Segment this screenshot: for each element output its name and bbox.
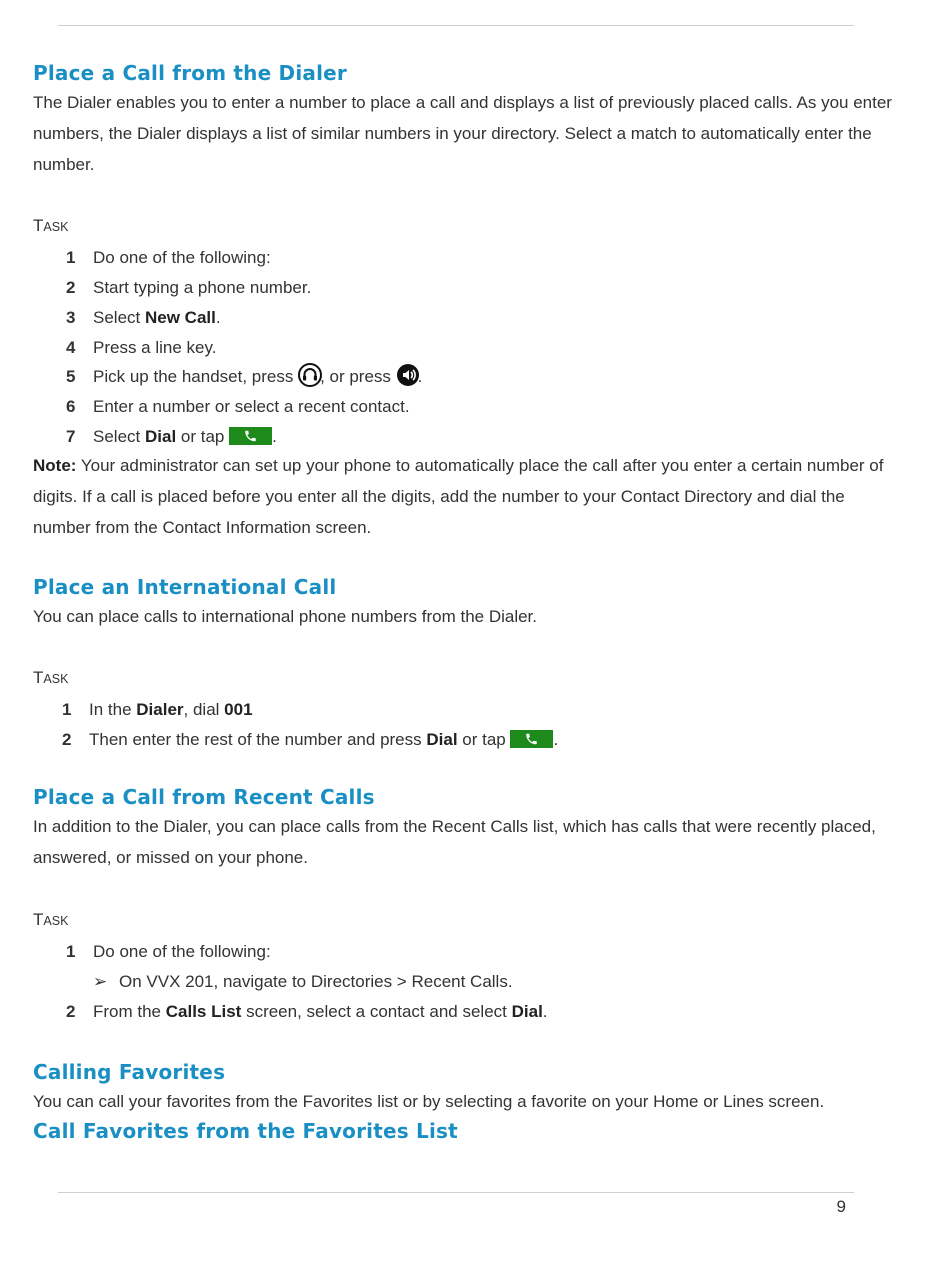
- step-item: 5 Pick up the handset, press , or press .: [66, 362, 422, 392]
- task-label: TASK: [33, 668, 69, 687]
- dialer-intro-paragraph: The Dialer enables you to enter a number to place a call and displays a list of previously placed calls. As you enter numbers, the Dialer displays a list of similar numbers in your directory. Select a match to automatically enter the number.: [33, 93, 892, 174]
- footer-rule: [58, 1192, 854, 1193]
- note-label: Note:: [33, 456, 77, 475]
- step-item: 2 Then enter the rest of the number and press Dial or tap .: [62, 730, 559, 749]
- step-item: 7 Select Dial or tap .: [66, 427, 277, 446]
- speakerphone-icon: [396, 363, 418, 385]
- heading-calling-favorites: Calling Favorites: [33, 1060, 226, 1084]
- phone-call-icon: [229, 427, 272, 445]
- heading-call-favorites-list: Call Favorites from the Favorites List: [33, 1119, 458, 1143]
- step-item: 6 Enter a number or select a recent contact.: [66, 397, 410, 416]
- heading-international-call: Place an International Call: [33, 575, 337, 599]
- favorites-intro-paragraph: You can call your favorites from the Favorites list or by selecting a favorite on your Home or Lines screen.: [33, 1092, 825, 1111]
- task-label: TASK: [33, 910, 69, 929]
- headset-icon: [298, 363, 320, 385]
- step-item: 1 In the Dialer, dial 001: [62, 700, 253, 719]
- step-item: 1 Do one of the following:: [66, 942, 271, 961]
- international-intro-paragraph: You can place calls to international phone numbers from the Dialer.: [33, 607, 538, 626]
- note-paragraph: Note: Your administrator can set up your phone to automatically place the call after you enter a certain number of digits. If a call is placed before you enter all the digits, add the number to your Contact Directory and dial the number from the Contact Information screen.: [33, 456, 884, 537]
- heading-recent-calls: Place a Call from Recent Calls: [33, 785, 375, 809]
- step-item: 2 Start typing a phone number.: [66, 278, 312, 297]
- phone-call-icon: [510, 730, 553, 748]
- recent-calls-intro-paragraph: In addition to the Dialer, you can place calls from the Recent Calls list, which has calls that were recently placed, answered, or missed on your phone.: [33, 817, 876, 867]
- step-item: 2 From the Calls List screen, select a contact and select Dial.: [66, 1002, 548, 1021]
- step-item: 4 Press a line key.: [66, 338, 217, 357]
- step-item: 1 Do one of the following:: [66, 248, 271, 267]
- heading-place-call-dialer: Place a Call from the Dialer: [33, 61, 347, 85]
- header-rule: [58, 25, 854, 26]
- page-number: 9: [836, 1197, 846, 1216]
- bullet-item: ➢ On VVX 201, navigate to Directories > Recent Calls.: [93, 967, 513, 997]
- step-item: 3 Select New Call.: [66, 308, 221, 327]
- arrow-bullet-icon: ➢: [93, 972, 108, 991]
- task-label: TASK: [33, 216, 69, 235]
